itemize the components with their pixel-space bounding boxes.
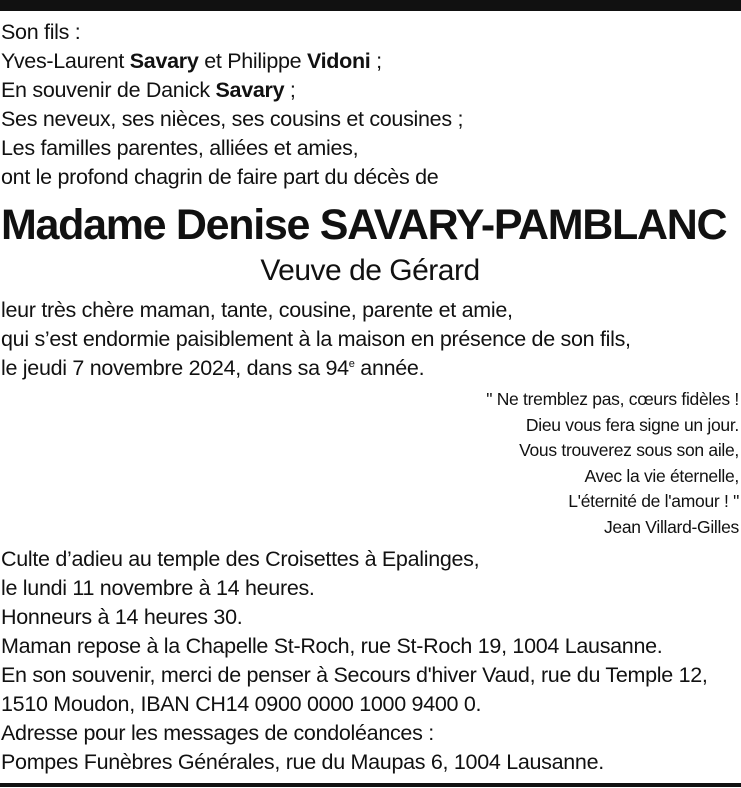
son-names-line bbox=[1, 47, 739, 76]
memory-surname: Savary bbox=[215, 78, 285, 102]
families-line: Les familles parentes, alliées et amies, bbox=[1, 136, 359, 160]
widow-subtitle: Veuve de Gérard bbox=[260, 254, 480, 287]
memory-line-pre: En souvenir de Danick bbox=[1, 78, 216, 102]
description-line-3 bbox=[1, 354, 739, 383]
service-line-1: Culte d’adieu au temple des Croisettes à Epalinges, bbox=[1, 546, 480, 571]
son-line-post: ; bbox=[370, 49, 382, 73]
poem-author: Jean Villard-Gilles bbox=[603, 516, 739, 537]
service-line-8: Pompes Funèbres Générales, rue du Maupas 6, 1004 Lausanne. bbox=[1, 749, 604, 774]
ordinal-superscript: e bbox=[348, 358, 355, 370]
announcement-line: ont le profond chagrin de faire part du décès de bbox=[1, 165, 439, 189]
service-line-7: Adresse pour les messages de condoléances : bbox=[1, 720, 434, 745]
service-line-6: 1510 Moudon, IBAN CH14 0900 0000 1000 9400 0. bbox=[1, 691, 482, 716]
year-text: année. bbox=[354, 356, 425, 380]
nephews-line: Ses neveux, ses nièces, ses cousins et cousines ; bbox=[1, 107, 464, 131]
description-line-1: leur très chère maman, tante, cousine, parente et amie, bbox=[1, 298, 513, 322]
memory-line-post: ; bbox=[284, 78, 296, 102]
service-line-5: En son souvenir, merci de penser à Secours d'hiver Vaud, rue du Temple 12, bbox=[1, 662, 708, 687]
service-line-2: le lundi 11 novembre à 14 heures. bbox=[1, 575, 315, 600]
poem-line-1: " Ne tremblez pas, cœurs fidèles ! bbox=[486, 389, 739, 409]
son-line-mid: et Philippe bbox=[198, 49, 307, 73]
poem-line-5: L'éternité de l'amour ! " bbox=[568, 491, 739, 512]
son-label: Son fils : bbox=[1, 20, 81, 44]
date-text: le jeudi 7 novembre 2024, dans sa 94 bbox=[1, 356, 349, 380]
poem-line-2: Dieu vous fera signe un jour. bbox=[525, 414, 739, 435]
son-surname-1: Savary bbox=[129, 49, 199, 73]
service-line-4: Maman repose à la Chapelle St-Roch, rue St-Roch 19, 1004 Lausanne. bbox=[1, 633, 663, 658]
description-line-2: qui s’est endormie paisiblement à la maison en présence de son fils, bbox=[1, 327, 631, 351]
service-line-3: Honneurs à 14 heures 30. bbox=[1, 604, 243, 629]
poem-line-3: Vous trouverez sous son aile, bbox=[519, 440, 739, 461]
son-surname-2: Vidoni bbox=[306, 49, 371, 73]
deceased-name: Madame Denise SAVARY-PAMBLANC bbox=[1, 201, 727, 249]
bottom-border-rule bbox=[0, 783, 741, 787]
obituary-notice bbox=[1, 18, 739, 777]
poem-line-4: Avec la vie éternelle, bbox=[584, 465, 739, 486]
memory-line bbox=[1, 76, 739, 105]
top-border-rule bbox=[0, 0, 741, 11]
son-line-pre: Yves-Laurent bbox=[1, 49, 130, 73]
